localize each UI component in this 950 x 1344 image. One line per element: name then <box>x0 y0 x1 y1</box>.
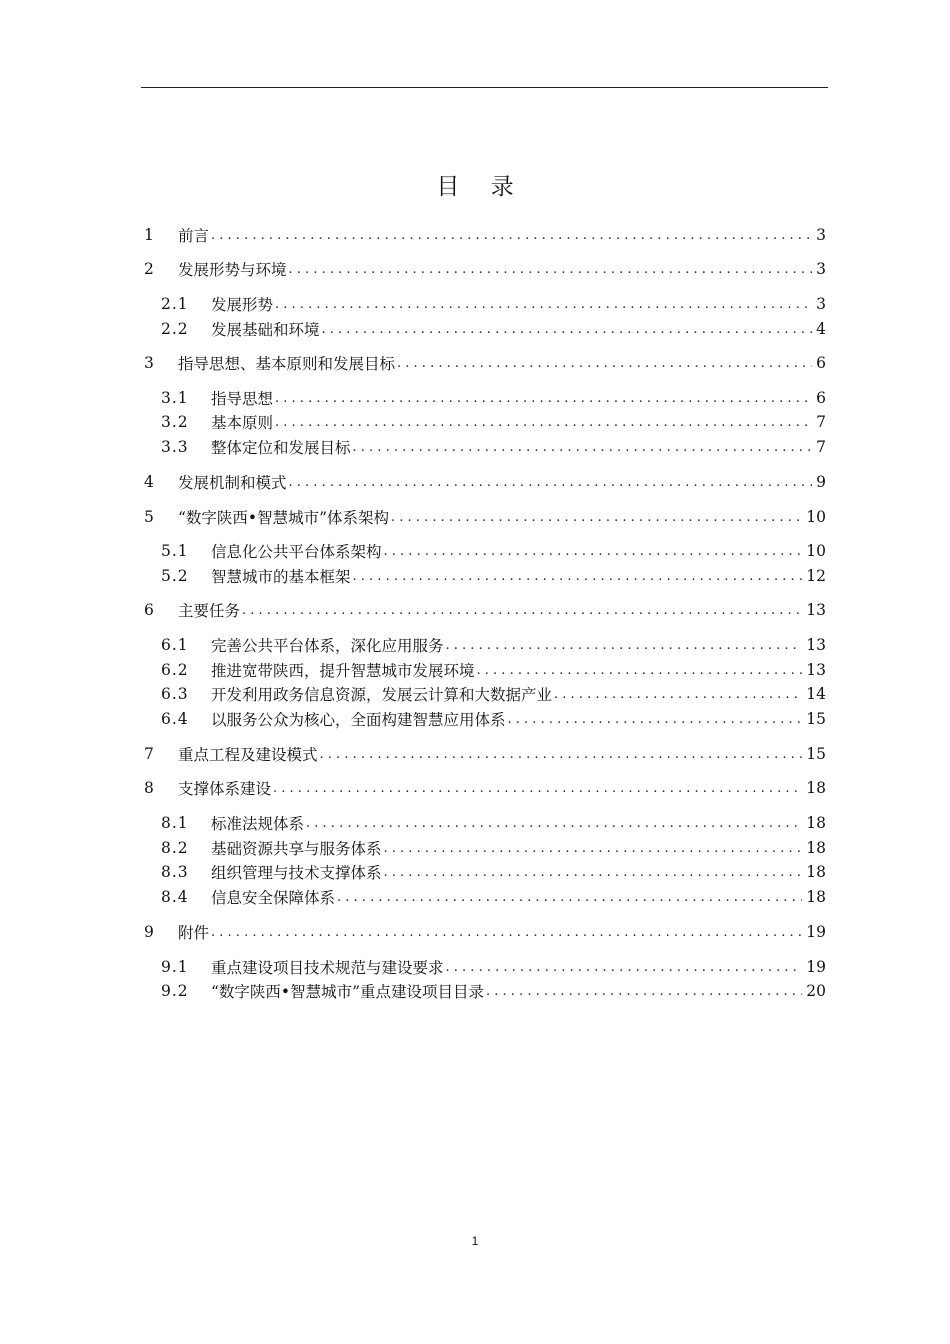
toc-entry[interactable] <box>161 707 826 731</box>
toc-dot-leader <box>273 781 802 796</box>
toc-entry[interactable] <box>161 435 826 459</box>
toc-entry[interactable] <box>161 658 826 682</box>
toc-entry-number: 9 <box>144 923 154 941</box>
toc-entry-number: 2.2 <box>161 320 189 338</box>
toc-dot-leader <box>397 356 812 371</box>
toc-entry-page: 10 <box>806 508 826 526</box>
toc-dot-leader <box>446 638 803 653</box>
toc-entry-page: 3 <box>816 260 826 278</box>
toc-entry-number: 9.1 <box>161 958 189 976</box>
toc-entry-page: 7 <box>816 413 826 431</box>
toc-entry[interactable] <box>144 742 826 766</box>
toc-entry-label: 以服务公众为核心，全面构建智慧应用体系 <box>211 711 506 729</box>
toc-entry[interactable] <box>161 885 826 909</box>
toc-dot-leader <box>554 687 802 702</box>
toc-dot-leader <box>211 925 802 940</box>
toc-entry-label: 指导思想、基本原则和发展目标 <box>178 355 396 373</box>
toc-entry[interactable] <box>161 836 826 860</box>
toc-dot-leader <box>322 322 812 337</box>
toc-entry-number: 5.1 <box>161 542 189 560</box>
toc-entry-number: 3.2 <box>161 413 189 431</box>
toc-dot-leader <box>508 712 803 727</box>
toc-entry[interactable] <box>144 776 826 800</box>
toc-entry-page: 12 <box>806 567 826 585</box>
toc-entry-page: 18 <box>806 779 826 797</box>
toc-dot-leader <box>275 391 812 406</box>
toc-entry-page: 13 <box>806 661 826 679</box>
toc-entry[interactable] <box>161 292 826 316</box>
toc-entry-label: 信息安全保障体系 <box>211 889 336 907</box>
toc-entry-number: 7 <box>144 745 154 763</box>
toc-entry-page: 18 <box>806 888 826 906</box>
toc-entry-label: 发展机制和模式 <box>178 474 287 492</box>
toc-entry-page: 18 <box>806 814 826 832</box>
toc-entry[interactable] <box>161 979 826 1003</box>
toc-entry-label: 发展基础和环境 <box>211 321 320 339</box>
toc-entry-label: 推进宽带陕西，提升智慧城市发展环境 <box>211 662 475 680</box>
toc-entry-number: 4 <box>144 473 154 491</box>
toc-entry-label: 信息化公共平台体系架构 <box>211 543 382 561</box>
toc-entry[interactable] <box>161 633 826 657</box>
toc-entry-page: 6 <box>816 354 826 372</box>
toc-entry[interactable] <box>144 223 826 247</box>
toc-entry-number: 1 <box>144 226 154 244</box>
toc-entry-page: 6 <box>816 389 826 407</box>
toc-entry-page: 15 <box>806 710 826 728</box>
toc-entry-label: 主要任务 <box>178 602 241 620</box>
toc-entry-label: 前言 <box>178 227 210 245</box>
toc-dot-leader <box>353 569 803 584</box>
toc-entry-label: 重点建设项目技术规范与建设要求 <box>211 959 444 977</box>
toc-entry[interactable] <box>161 317 826 341</box>
toc-entry[interactable] <box>144 505 826 529</box>
toc-entry-number: 3 <box>144 354 154 372</box>
toc-dot-leader <box>353 440 812 455</box>
toc-dot-leader <box>242 603 802 618</box>
toc-entry[interactable] <box>161 410 826 434</box>
toc-entry-label: 组织管理与技术支撑体系 <box>211 864 382 882</box>
toc-entry-page: 19 <box>806 923 826 941</box>
toc-entry-page: 4 <box>816 320 826 338</box>
toc-entry[interactable] <box>161 860 826 884</box>
toc-entry-page: 20 <box>806 982 826 1000</box>
toc-entry-label: 智慧城市的基本框架 <box>211 568 351 586</box>
toc-entry-number: 8.4 <box>161 888 189 906</box>
toc-entry-page: 13 <box>806 601 826 619</box>
toc-entry-label: “数字陕西•智慧城市”重点建设项目目录 <box>211 983 484 1001</box>
toc-entry-number: 6 <box>144 601 154 619</box>
toc-entry-number: 8.2 <box>161 839 189 857</box>
toc-entry-number: 6.2 <box>161 661 189 679</box>
toc-dot-leader <box>384 865 803 880</box>
toc-entry[interactable] <box>161 955 826 979</box>
toc-entry-page: 13 <box>806 636 826 654</box>
toc-entry-number: 8 <box>144 779 154 797</box>
toc-entry-number: 8.3 <box>161 863 189 881</box>
toc-entry-label: 标准法规体系 <box>211 815 305 833</box>
toc-entry-page: 19 <box>806 958 826 976</box>
toc-dot-leader <box>289 262 812 277</box>
toc-entry-number: 8.1 <box>161 814 189 832</box>
toc-entry-label: 指导思想 <box>211 390 274 408</box>
toc-title: 目 录 <box>436 174 526 200</box>
toc-dot-leader <box>391 510 802 525</box>
toc-entry-number: 6.3 <box>161 685 189 703</box>
toc-entry-label: 开发利用政务信息资源，发展云计算和大数据产业 <box>211 686 553 704</box>
toc-dot-leader <box>446 960 803 975</box>
toc-dot-leader <box>337 890 802 905</box>
toc-dot-leader <box>275 415 812 430</box>
toc-dot-leader <box>275 297 812 312</box>
toc-entry[interactable] <box>161 811 826 835</box>
toc-entry-label: 附件 <box>178 924 210 942</box>
toc-entry-label: “数字陕西•智慧城市”体系架构 <box>178 509 389 527</box>
toc-dot-leader <box>289 475 812 490</box>
toc-dot-leader <box>384 841 803 856</box>
toc-entry-page: 9 <box>816 473 826 491</box>
toc-entry-number: 3.1 <box>161 389 189 407</box>
toc-entry-page: 14 <box>806 685 826 703</box>
toc-entry[interactable] <box>144 470 826 494</box>
toc-entry-label: 基本原则 <box>211 414 274 432</box>
toc-entry-page: 10 <box>806 542 826 560</box>
toc-entry-number: 2 <box>144 260 154 278</box>
toc-entry-label: 支撑体系建设 <box>178 780 272 798</box>
toc-dot-leader <box>486 984 802 999</box>
toc-dot-leader <box>384 544 803 559</box>
toc-entry-number: 2.1 <box>161 295 189 313</box>
toc-entry-page: 18 <box>806 863 826 881</box>
toc-entry[interactable] <box>144 920 826 944</box>
toc-entry-number: 6.1 <box>161 636 189 654</box>
page-number: 1 <box>471 1234 479 1248</box>
toc-entry-page: 3 <box>816 226 826 244</box>
toc-entry-number: 5.2 <box>161 567 189 585</box>
toc-entry-number: 6.4 <box>161 710 189 728</box>
toc-entry-page: 15 <box>806 745 826 763</box>
toc-entry-label: 整体定位和发展目标 <box>211 439 351 457</box>
toc-entry-page: 7 <box>816 438 826 456</box>
toc-dot-leader <box>211 228 812 243</box>
toc-dot-leader <box>306 816 802 831</box>
toc-entry-number: 9.2 <box>161 982 189 1000</box>
toc-entry[interactable] <box>144 598 826 622</box>
toc-entry[interactable] <box>161 682 826 706</box>
toc-entry[interactable] <box>161 564 826 588</box>
toc-entry-number: 5 <box>144 508 154 526</box>
toc-entry[interactable] <box>144 257 826 281</box>
toc-entry-page: 18 <box>806 839 826 857</box>
toc-entry[interactable] <box>144 351 826 375</box>
toc-entry-label: 基础资源共享与服务体系 <box>211 840 382 858</box>
toc-entry-page: 3 <box>816 295 826 313</box>
toc-entry-label: 发展形势与环境 <box>178 261 287 279</box>
toc-entry[interactable] <box>161 386 826 410</box>
toc-entry-label: 重点工程及建设模式 <box>178 746 318 764</box>
toc-entry-label: 完善公共平台体系，深化应用服务 <box>211 637 444 655</box>
toc-entry[interactable] <box>161 539 826 563</box>
toc-dot-leader <box>320 747 803 762</box>
toc-entry-number: 3.3 <box>161 438 189 456</box>
toc-entry-label: 发展形势 <box>211 296 274 314</box>
toc-dot-leader <box>477 663 803 678</box>
